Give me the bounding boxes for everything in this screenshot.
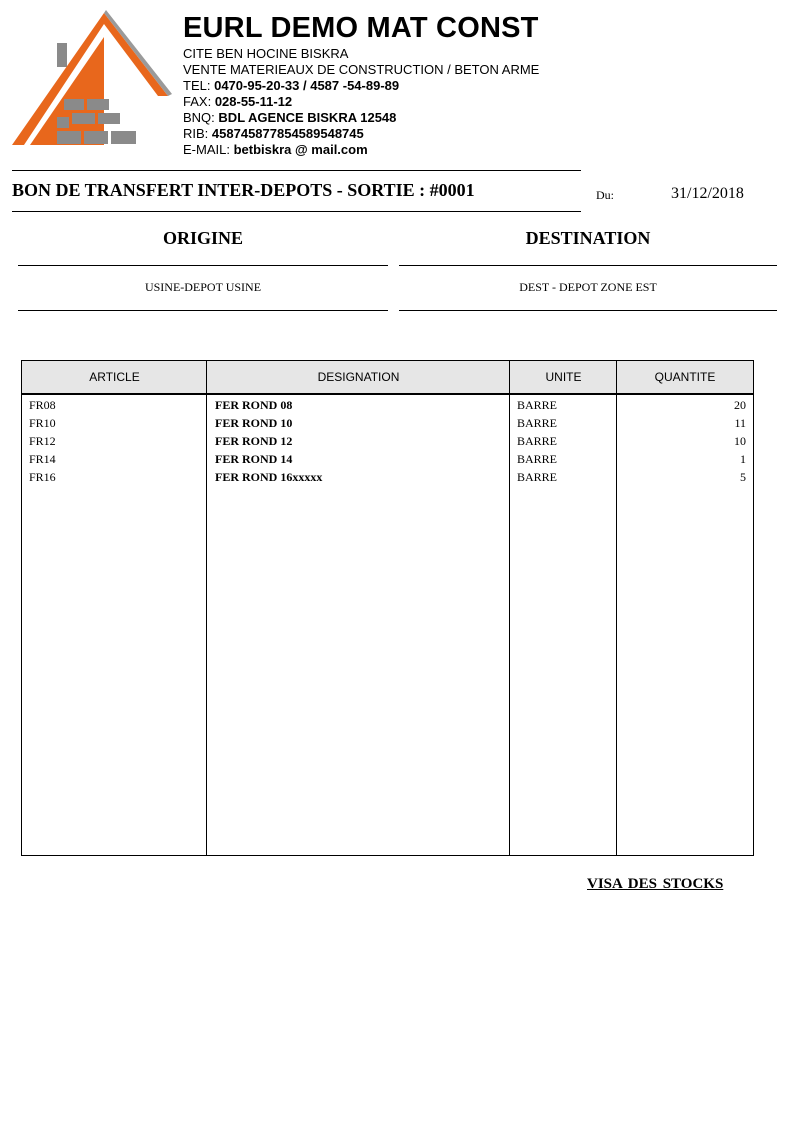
cell-unite: BARRE xyxy=(517,398,558,412)
divider xyxy=(399,310,777,311)
company-email xyxy=(183,142,368,158)
table-row xyxy=(22,396,753,414)
company-bank xyxy=(183,110,396,126)
cell-quantite: 5 xyxy=(740,470,746,484)
cell-quantite: 1 xyxy=(740,452,746,466)
email-label: E-MAIL: xyxy=(183,142,230,157)
divider xyxy=(18,310,388,311)
company-activity: VENTE MATERIEAUX DE CONSTRUCTION / BETON ARME xyxy=(183,62,540,77)
origin-title: ORIGINE xyxy=(162,228,243,248)
cell-article: FR12 xyxy=(29,434,56,448)
divider xyxy=(18,265,388,266)
divider xyxy=(399,265,777,266)
cell-article: FR08 xyxy=(29,398,56,412)
header-designation: DESIGNATION xyxy=(317,370,400,384)
cell-quantite: 20 xyxy=(734,398,746,412)
table-header xyxy=(22,361,753,395)
date-label: Du: xyxy=(596,188,614,202)
table-row xyxy=(22,414,753,432)
destination-value: DEST - DEPOT ZONE EST xyxy=(519,280,657,294)
cell-article: FR14 xyxy=(29,452,56,466)
company-fax xyxy=(183,94,292,110)
cell-designation: FER ROND 08 xyxy=(215,398,293,412)
document-title: BON DE TRANSFERT INTER-DEPOTS - SORTIE : #0001 xyxy=(12,180,475,200)
header-quantite: QUANTITE xyxy=(654,370,716,384)
items-table xyxy=(21,360,754,856)
cell-quantite: 10 xyxy=(734,434,746,448)
rib-label: RIB: xyxy=(183,126,209,141)
bnq-value: BDL AGENCE BISKRA 12548 xyxy=(218,110,397,125)
table-row xyxy=(22,432,753,450)
company-address: CITE BEN HOCINE BISKRA xyxy=(183,46,349,61)
fax-value: 028-55-11-12 xyxy=(214,94,293,109)
document-date: 31/12/2018 xyxy=(671,185,744,202)
cell-designation: FER ROND 14 xyxy=(215,452,293,466)
divider xyxy=(12,170,581,171)
email-value: betbiskra @ mail.com xyxy=(233,142,368,157)
tel-label: TEL: xyxy=(183,78,211,93)
fax-label: FAX: xyxy=(183,94,212,109)
cell-designation: FER ROND 12 xyxy=(215,434,293,448)
origin-value: USINE-DEPOT USINE xyxy=(144,280,262,294)
company-logo-icon xyxy=(10,10,175,150)
rib-value: 458745877854589548745 xyxy=(211,126,364,141)
table-row xyxy=(22,468,753,486)
cell-designation: FER ROND 10 xyxy=(215,416,293,430)
company-tel xyxy=(183,78,399,94)
cell-unite: BARRE xyxy=(517,434,558,448)
tel-value: 0470-95-20-33 / 4587 -54-89-89 xyxy=(214,78,400,93)
cell-unite: BARRE xyxy=(517,452,558,466)
destination-title: DESTINATION xyxy=(525,228,651,248)
header-unite: UNITE xyxy=(545,370,582,384)
cell-article: FR16 xyxy=(29,470,56,484)
cell-article: FR10 xyxy=(29,416,56,430)
company-rib xyxy=(183,126,364,142)
table-row xyxy=(22,450,753,468)
cell-quantite: 11 xyxy=(734,416,746,430)
cell-unite: BARRE xyxy=(517,416,558,430)
company-name: EURL DEMO MAT CONST xyxy=(183,12,539,44)
visa-stocks-label: VISA DES STOCKS xyxy=(587,876,724,892)
cell-unite: BARRE xyxy=(517,470,558,484)
header-article: ARTICLE xyxy=(89,370,140,384)
cell-designation: FER ROND 16xxxxx xyxy=(215,470,323,484)
bnq-label: BNQ: xyxy=(183,110,215,125)
divider xyxy=(12,211,581,212)
